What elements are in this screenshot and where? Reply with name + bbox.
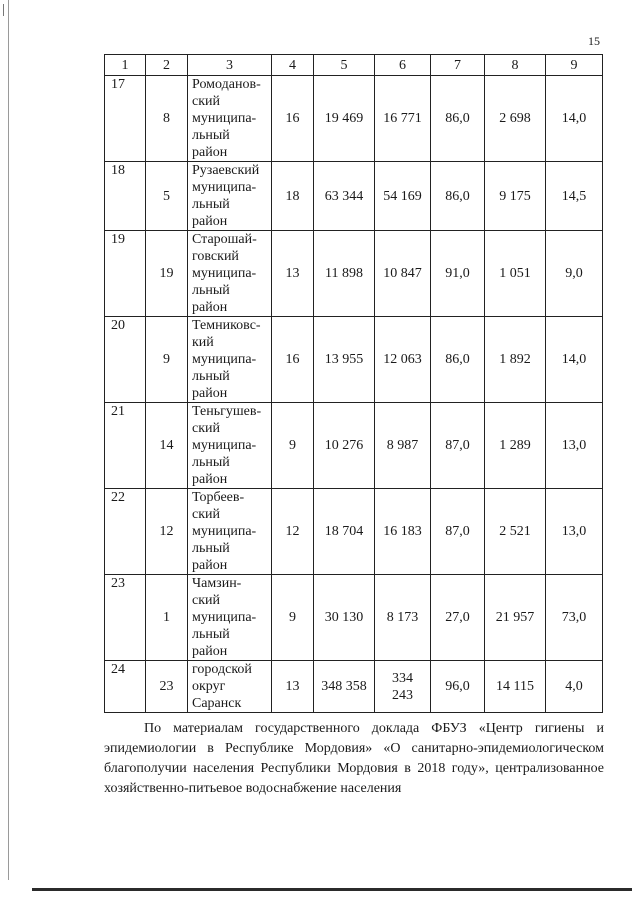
supplied-percent-cell: 96,0	[431, 661, 485, 713]
cell-line: район	[192, 386, 228, 401]
count-cell: 16	[272, 76, 314, 162]
rank-cell: 8	[146, 76, 188, 162]
unsupplied-population-cell: 2 698	[485, 76, 546, 162]
table-row	[105, 575, 603, 661]
table-row	[105, 661, 603, 713]
table-row	[105, 162, 603, 231]
scan-bottom-edge	[32, 888, 632, 891]
cell-line: муниципа-	[192, 180, 257, 195]
cell-line: муниципа-	[192, 266, 257, 281]
cell-line: 334	[392, 670, 413, 686]
total-population-cell: 19 469	[314, 76, 375, 162]
cell-line: 8 173	[386, 610, 419, 625]
supplied-population-cell	[375, 317, 431, 403]
supplied-percent-cell: 86,0	[431, 317, 485, 403]
supplied-percent-cell: 86,0	[431, 162, 485, 231]
total-population-cell: 30 130	[314, 575, 375, 661]
rank-cell: 23	[146, 661, 188, 713]
cell-line: муниципа-	[192, 111, 257, 126]
supplied-population-cell	[375, 231, 431, 317]
cell-line: муниципа-	[192, 610, 257, 625]
cell-line: 8 987	[386, 438, 419, 453]
unsupplied-percent-cell: 13,0	[546, 403, 603, 489]
unsupplied-percent-cell: 9,0	[546, 231, 603, 317]
rank-cell: 5	[146, 162, 188, 231]
supplied-percent-cell: 27,0	[431, 575, 485, 661]
cell-line: городской	[192, 662, 252, 677]
unsupplied-population-cell: 2 521	[485, 489, 546, 575]
row-number-cell: 22	[105, 489, 146, 575]
district-name-cell	[188, 489, 272, 575]
cell-line: район	[192, 644, 228, 659]
count-cell: 9	[272, 575, 314, 661]
supplied-percent-cell: 91,0	[431, 231, 485, 317]
page-number: 15	[588, 34, 600, 48]
header-cell: 3	[188, 55, 272, 76]
cell-line: Теньгушев-	[192, 404, 262, 419]
rank-cell: 19	[146, 231, 188, 317]
cell-line: муниципа-	[192, 352, 257, 367]
rank-cell: 1	[146, 575, 188, 661]
unsupplied-population-cell: 9 175	[485, 162, 546, 231]
cell-line: район	[192, 558, 228, 573]
cell-line: льный	[192, 541, 230, 556]
count-cell: 18	[272, 162, 314, 231]
unsupplied-population-cell: 14 115	[485, 661, 546, 713]
district-name-cell	[188, 162, 272, 231]
cell-line: льный	[192, 627, 230, 642]
count-cell: 9	[272, 403, 314, 489]
table-header-row	[105, 55, 603, 76]
district-name-cell	[188, 661, 272, 713]
cell-line: ский	[192, 593, 220, 608]
rank-cell: 12	[146, 489, 188, 575]
cell-line: муниципа-	[192, 524, 257, 539]
unsupplied-percent-cell: 14,5	[546, 162, 603, 231]
header-cell: 8	[485, 55, 546, 76]
unsupplied-percent-cell: 4,0	[546, 661, 603, 713]
table-row	[105, 76, 603, 162]
cell-line: Чамзин-	[192, 576, 242, 591]
cell-line: Торбеев-	[192, 490, 245, 505]
total-population-cell: 10 276	[314, 403, 375, 489]
cell-line: льный	[192, 369, 230, 384]
cell-line: 243	[392, 687, 413, 703]
body-paragraph	[104, 719, 604, 799]
rank-cell: 9	[146, 317, 188, 403]
district-name-cell	[188, 317, 272, 403]
table-body	[105, 55, 603, 713]
total-population-cell: 13 955	[314, 317, 375, 403]
total-population-cell: 18 704	[314, 489, 375, 575]
cell-line: Ромоданов-	[192, 77, 261, 92]
row-number-cell: 19	[105, 231, 146, 317]
supplied-population-cell	[375, 661, 431, 713]
cell-line: 12 063	[383, 352, 422, 367]
header-cell: 1	[105, 55, 146, 76]
supplied-population-cell	[375, 403, 431, 489]
data-table	[104, 54, 603, 713]
cell-line: ский	[192, 94, 220, 109]
supplied-population-cell	[375, 162, 431, 231]
cell-line: Темниковс-	[192, 318, 261, 333]
cell-line: Саранск	[192, 696, 242, 711]
header-cell: 4	[272, 55, 314, 76]
count-cell: 13	[272, 661, 314, 713]
cell-line: район	[192, 472, 228, 487]
header-cell: 6	[375, 55, 431, 76]
scan-mark	[3, 4, 4, 16]
count-cell: 12	[272, 489, 314, 575]
paragraph-text: По материалам государственного доклада ФБУЗ «Центр гигиены и эпидемиологии в Республике Мордовия» «О санитарно-эпидемиологическом благополучии населения Республики Мордовия в 2018 году», централизованное хозяйственно-питьевое водоснабжение населения	[104, 721, 604, 796]
cell-line: Старошай-	[192, 232, 257, 247]
unsupplied-population-cell: 21 957	[485, 575, 546, 661]
row-number-cell: 24	[105, 661, 146, 713]
cell-line: ский	[192, 507, 220, 522]
header-cell: 7	[431, 55, 485, 76]
count-cell: 16	[272, 317, 314, 403]
header-cell: 9	[546, 55, 603, 76]
cell-line: 16 771	[383, 111, 422, 126]
cell-line: кий	[192, 335, 214, 350]
total-population-cell: 348 358	[314, 661, 375, 713]
cell-line: муниципа-	[192, 438, 257, 453]
unsupplied-population-cell: 1 051	[485, 231, 546, 317]
unsupplied-population-cell: 1 892	[485, 317, 546, 403]
unsupplied-percent-cell: 14,0	[546, 317, 603, 403]
row-number-cell: 20	[105, 317, 146, 403]
count-cell: 13	[272, 231, 314, 317]
unsupplied-population-cell: 1 289	[485, 403, 546, 489]
cell-line: говский	[192, 249, 239, 264]
district-name-cell	[188, 231, 272, 317]
cell-line: округ	[192, 679, 226, 694]
rank-cell: 14	[146, 403, 188, 489]
unsupplied-percent-cell: 14,0	[546, 76, 603, 162]
district-name-cell	[188, 575, 272, 661]
supplied-percent-cell: 86,0	[431, 76, 485, 162]
row-number-cell: 18	[105, 162, 146, 231]
unsupplied-percent-cell: 73,0	[546, 575, 603, 661]
cell-line: район	[192, 145, 228, 160]
cell-line: Рузаевский	[192, 163, 260, 178]
row-number-cell: 17	[105, 76, 146, 162]
cell-line: льный	[192, 283, 230, 298]
table-row	[105, 231, 603, 317]
supplied-population-cell	[375, 489, 431, 575]
header-cell: 5	[314, 55, 375, 76]
district-name-cell	[188, 76, 272, 162]
cell-line: ский	[192, 421, 220, 436]
row-number-cell: 21	[105, 403, 146, 489]
district-name-cell	[188, 403, 272, 489]
supplied-percent-cell: 87,0	[431, 403, 485, 489]
table-row	[105, 489, 603, 575]
cell-line: 16 183	[383, 524, 422, 539]
scan-left-edge	[8, 0, 9, 880]
supplied-population-cell	[375, 575, 431, 661]
header-cell: 2	[146, 55, 188, 76]
cell-line: льный	[192, 197, 230, 212]
cell-line: 54 169	[383, 188, 422, 204]
supplied-population-cell	[375, 76, 431, 162]
cell-line: льный	[192, 128, 230, 143]
row-number-cell: 23	[105, 575, 146, 661]
total-population-cell: 11 898	[314, 231, 375, 317]
cell-line: район	[192, 214, 228, 229]
table-row	[105, 403, 603, 489]
table-row	[105, 317, 603, 403]
supplied-percent-cell: 87,0	[431, 489, 485, 575]
total-population-cell: 63 344	[314, 162, 375, 231]
cell-line: район	[192, 300, 228, 315]
cell-line: 10 847	[383, 266, 422, 281]
cell-line: льный	[192, 455, 230, 470]
unsupplied-percent-cell: 13,0	[546, 489, 603, 575]
